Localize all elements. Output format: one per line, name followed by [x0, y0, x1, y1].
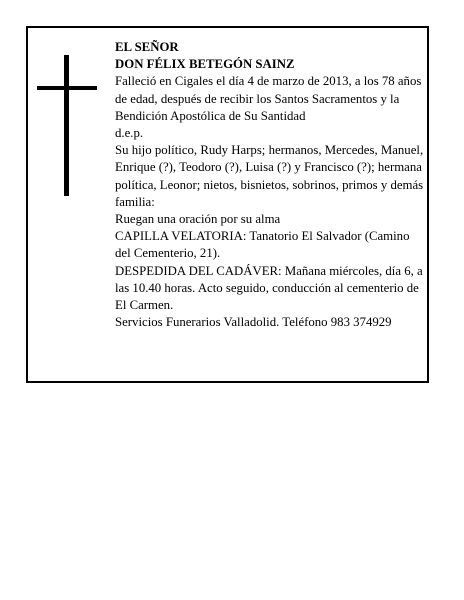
deceased-name: DON FÉLIX BETEGÓN SAINZ — [115, 57, 295, 72]
cross-horizontal-bar — [37, 86, 97, 90]
farewell-info — [115, 263, 425, 315]
wake-label: CAPILLA VELATORIA: — [115, 229, 247, 244]
wake-location: Tanatorio El Salvador (Camino del Cementerio, 21). — [115, 229, 410, 261]
family-list: Su hijo político, Rudy Harps; hermanos, Mercedes, Manuel, Enrique (?), Teodoro (?), Luisa (?) y Francisco (?); hermana política, Leonor; nietos, bisnietos, sobrinos, primos y demás familia: — [115, 143, 424, 209]
prayer-request: Ruegan una oración por su alma — [115, 212, 281, 227]
rip-abbreviation: d.e.p. — [115, 126, 144, 141]
farewell-label: DESPEDIDA DEL CADÁVER: — [115, 263, 282, 278]
farewell-details: Mañana miércoles, día 6, a las 10.40 horas. Acto seguido, conducción al cementerio de El Carmen. — [115, 263, 423, 313]
cross-vertical-bar — [64, 55, 69, 196]
obituary-text — [115, 39, 425, 331]
wake-info — [115, 228, 425, 262]
death-info: Falleció en Cigales el día 4 de marzo de 2013, a los 78 años de edad, después de recibir los Santos Sacramentos y la Bendición Apostólica de Su Santidad — [115, 74, 422, 123]
notice-title-line1: EL SEÑOR — [115, 40, 179, 54]
funeral-services-contact: Servicios Funerarios Valladolid. Teléfono 983 374929 — [115, 315, 392, 330]
